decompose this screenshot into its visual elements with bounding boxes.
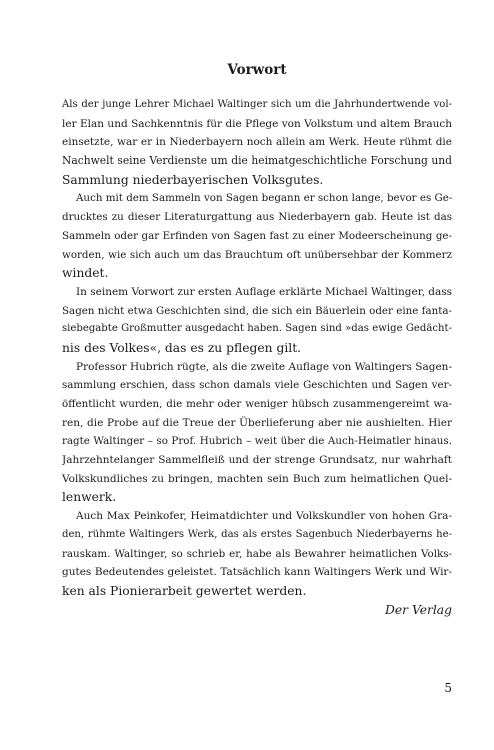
text-line: Professor Hubrich rügte, als die zweite Auflage von Waltingers Sagen- xyxy=(76,360,452,373)
text-line: nis des Volkes«, das es zu pflegen gilt. xyxy=(62,340,302,355)
text-line: siebegabte Großmutter ausgedacht haben. Sagen sind »das ewige Gedächt- xyxy=(62,323,452,335)
text-line: Volkskundliches zu bringen, machten sein Buch zum heimatlichen Quel- xyxy=(62,472,452,485)
signature: Der Verlag xyxy=(385,602,452,617)
foreword-text xyxy=(62,96,452,619)
text-line: drucktes zu dieser Literaturgattung aus Niederbayern gab. Heute ist das xyxy=(62,211,452,224)
text-line: worden, wie sich auch um das Brauchtum oft unübersehbar der Kommerz xyxy=(62,248,452,261)
text-line: Sammeln oder gar Erfinden von Sagen fast zu einer Modeerscheinung ge- xyxy=(62,229,452,242)
text-line: Auch mit dem Sammeln von Sagen begann er schon lange, bevor es Ge- xyxy=(76,192,452,205)
page-number: 5 xyxy=(444,681,452,695)
text-line: windet. xyxy=(62,266,109,281)
text-line: Sagen nicht etwa Geschichten sind, die sich ein Bäuerlein oder eine fanta- xyxy=(62,304,452,317)
text-line: Nachwelt seine Verdienste um die heimatgeschichtliche Forschung und xyxy=(62,154,452,168)
text-line: rauskam. Waltinger, so schrieb er, habe als Bewahrer heimatlichen Volks- xyxy=(62,547,452,560)
text-line: lenwerk. xyxy=(62,490,117,505)
text-line: Auch Max Peinkofer, Heimatdichter und Volkskundler von hohen Gra- xyxy=(76,510,452,523)
page-title: Vorwort xyxy=(227,62,287,78)
text-line: Sammlung niederbayerischen Volksgutes. xyxy=(62,172,324,187)
paragraph xyxy=(62,96,452,189)
text-line: Jahrzehntelanger Sammelfleiß und der strenge Grundsatz, nur wahrhaft xyxy=(62,454,452,467)
text-line: öffentlicht wurden, die mehr oder weniger hübsch zusammengereimt wa- xyxy=(62,398,452,410)
text-line: gutes Bedeutendes geleistet. Tatsächlich kann Waltingers Werk und Wir- xyxy=(62,566,452,579)
text-line: ken als Pionierarbeit gewertet werden. xyxy=(62,583,307,598)
paragraph xyxy=(62,358,452,508)
paragraph xyxy=(62,283,452,358)
text-line: den, rühmte Waltingers Werk, das als erstes Sagenbuch Niederbayerns he- xyxy=(62,528,452,540)
text-line: Als der junge Lehrer Michael Waltinger sich um die Jahrhundertwende vol- xyxy=(62,99,452,110)
text-line: ler Elan und Sachkenntnis für die Pflege von Volkstum und altem Brauch xyxy=(62,117,452,130)
text-line: einsetzte, war er in Niederbayern noch allein am Werk. Heute rühmt die xyxy=(62,136,452,149)
text-line: ren, die Probe auf die Treue der Überlieferung aber nie aushielten. Hier xyxy=(62,416,452,429)
text-line: ragte Waltinger – so Prof. Hubrich – weit über die Auch-Heimatler hinaus. xyxy=(62,435,452,448)
text-line: In seinem Vorwort zur ersten Auflage erklärte Michael Waltinger, dass xyxy=(76,285,452,298)
text-line: sammlung erschien, dass schon damals viele Geschichten und Sagen ver- xyxy=(62,379,452,392)
book-page xyxy=(62,0,452,750)
paragraph xyxy=(62,189,452,282)
paragraph xyxy=(62,507,452,600)
